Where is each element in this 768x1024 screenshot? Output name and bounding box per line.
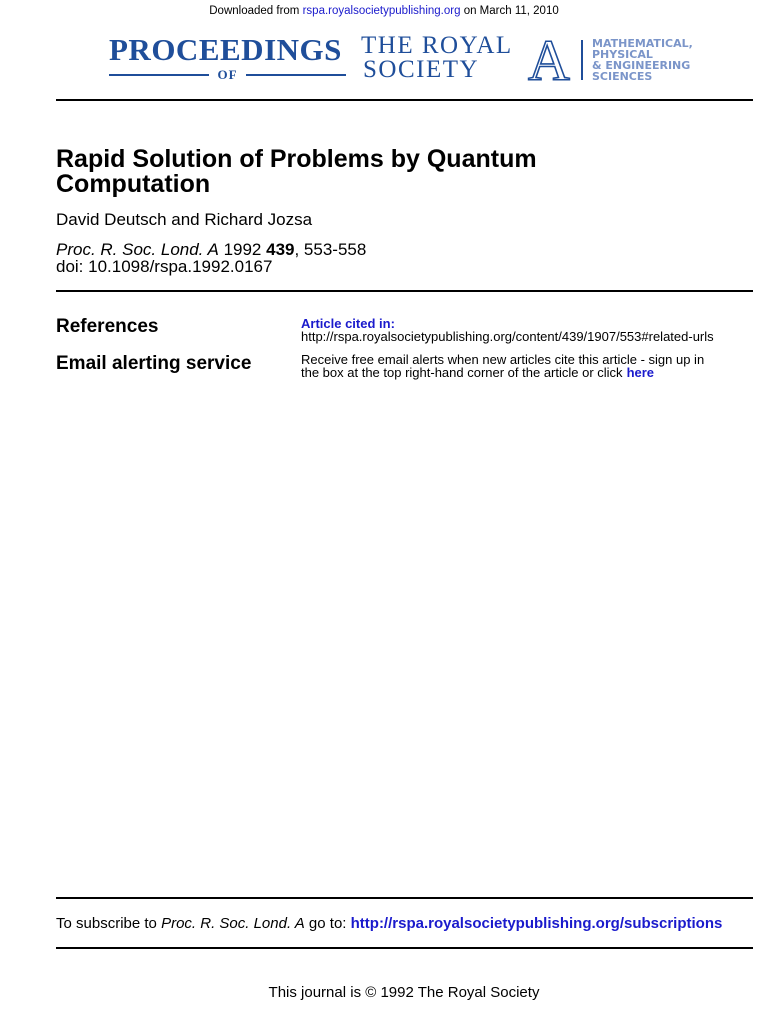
download-prefix: Downloaded from xyxy=(209,5,300,17)
citation-year: 1992 xyxy=(218,240,267,259)
series-letter: A xyxy=(528,34,570,84)
download-date: on March 11, 2010 xyxy=(463,5,559,17)
masthead-royal-society xyxy=(361,34,513,82)
sciences-line: & ENGINEERING xyxy=(592,59,691,72)
article-citation xyxy=(56,241,366,275)
masthead-rule-right xyxy=(246,74,346,76)
download-source-link[interactable]: rspa.royalsocietypublishing.org xyxy=(302,5,461,17)
article-title-line2: Computation xyxy=(56,170,211,198)
citation-pages: , 553-558 xyxy=(294,240,367,259)
article-title-line1: Rapid Solution of Problems by Quantum xyxy=(56,145,537,173)
subscribe-line xyxy=(56,915,722,932)
citation-volume: 439 xyxy=(266,240,295,259)
masthead-of: OF xyxy=(217,67,238,82)
masthead-sciences xyxy=(592,38,693,82)
divider-footer-bottom xyxy=(56,947,753,949)
subscribe-prefix: To subscribe to xyxy=(56,915,157,932)
masthead-of-row xyxy=(109,68,346,82)
cited-in-url[interactable]: http://rspa.royalsocietypublishing.org/content/439/1907/553#related-urls xyxy=(301,329,714,344)
subscribe-journal: Proc. R. Soc. Lond. A xyxy=(161,915,305,932)
email-alert-block xyxy=(301,353,761,379)
masthead-divider xyxy=(581,40,583,80)
sciences-line: SCIENCES xyxy=(592,70,653,83)
email-alert-here-link[interactable]: here xyxy=(626,365,655,380)
divider-mid xyxy=(56,290,753,292)
article-authors: David Deutsch and Richard Jozsa xyxy=(56,210,313,229)
subscribe-middle: go to: xyxy=(308,915,347,932)
sciences-line: MATHEMATICAL, xyxy=(592,37,693,50)
series-a-logo xyxy=(523,34,575,84)
cited-in-title: Article cited in: xyxy=(301,316,395,331)
copyright-notice: This journal is © 1992 The Royal Society xyxy=(268,984,540,1001)
citation-journal: Proc. R. Soc. Lond. A xyxy=(56,240,219,259)
references-block xyxy=(301,317,761,343)
subscribe-url-link[interactable]: http://rspa.royalsocietypublishing.org/subscriptions xyxy=(350,915,723,932)
references-label: References xyxy=(56,316,159,337)
masthead-royal-line1: THE ROYAL xyxy=(361,32,513,59)
masthead-rule-left xyxy=(109,74,209,76)
divider-footer-top xyxy=(56,897,753,899)
citation-doi: doi: 10.1098/rspa.1992.0167 xyxy=(56,257,273,276)
email-alert-text-line2: the box at the top right-hand corner of the article or click xyxy=(301,365,623,380)
email-alert-label: Email alerting service xyxy=(56,353,252,374)
divider-top xyxy=(56,99,753,101)
article-title xyxy=(56,147,537,197)
email-alert-text-line1: Receive free email alerts when new articles cite this article - sign up in xyxy=(301,352,705,367)
masthead-proceedings: PROCEEDINGS xyxy=(109,32,342,67)
masthead-royal-line2: SOCIETY xyxy=(363,56,480,83)
sciences-line: PHYSICAL xyxy=(592,48,653,61)
download-banner xyxy=(0,5,768,17)
